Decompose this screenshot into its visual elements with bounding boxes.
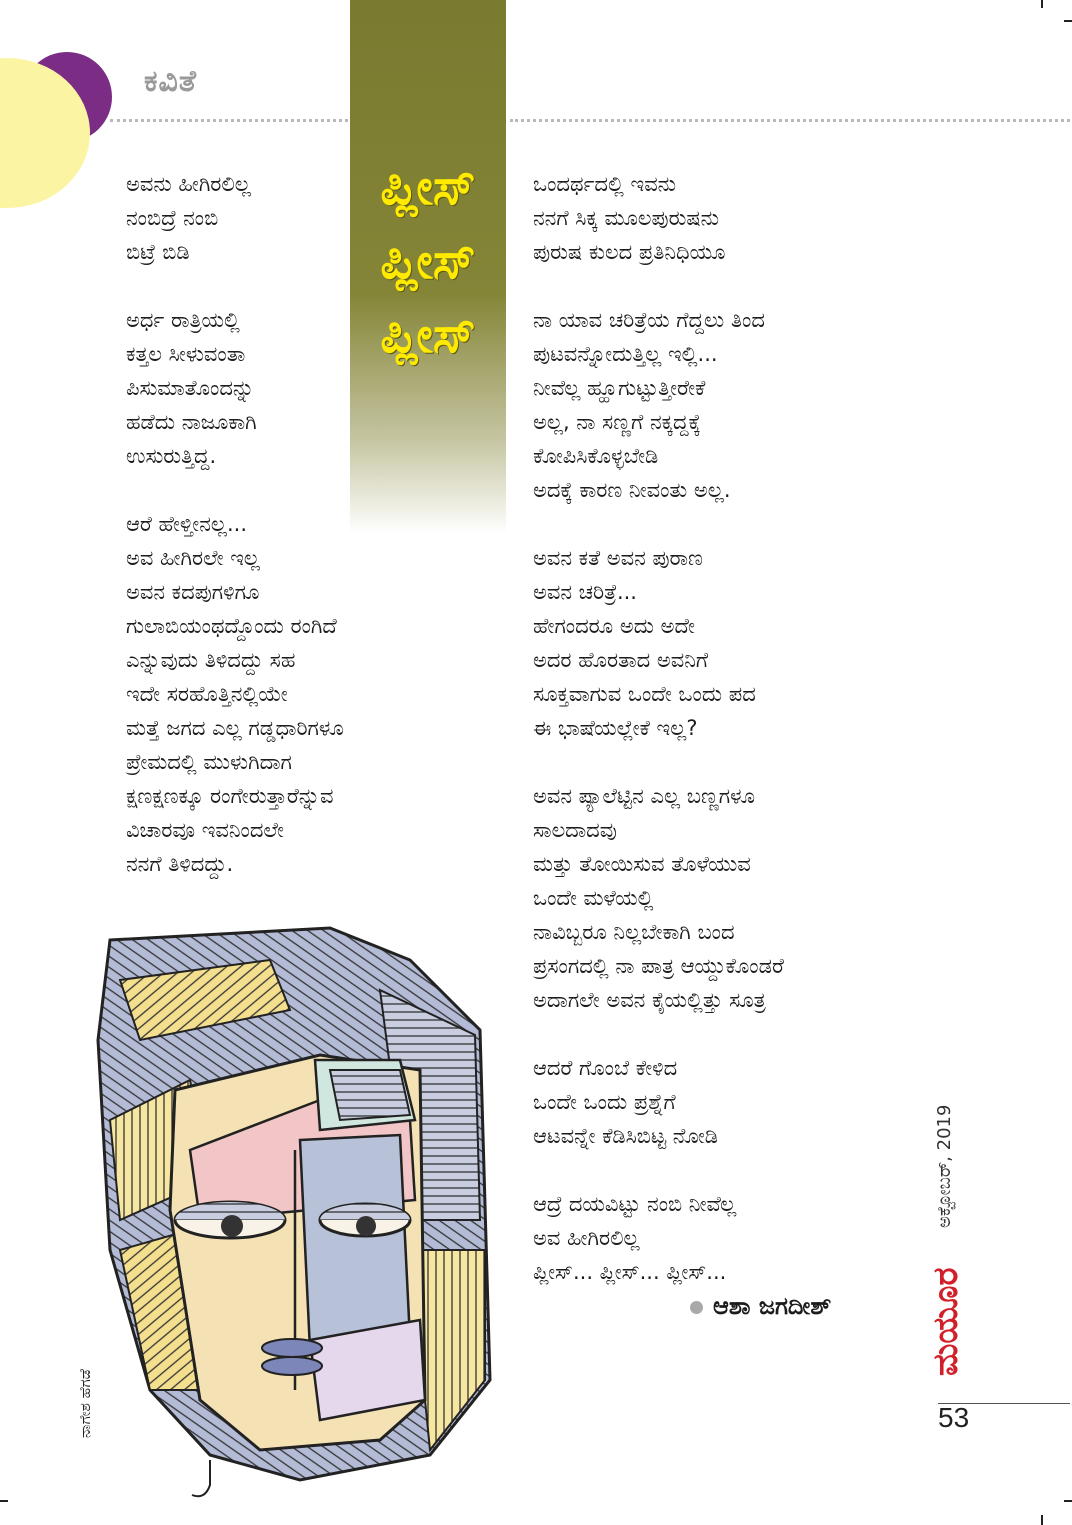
poem-stanza xyxy=(533,541,756,745)
poem-line: ಮತ್ತು ತೋಯಿಸುವ ತೊಳೆಯುವ xyxy=(533,852,751,876)
author-name: ಆಶಾ ಜಗದೀಶ್ xyxy=(713,1292,832,1320)
poem-title-line: ಪ್ಲೀಸ್ xyxy=(380,232,476,290)
poem-line: ನಾ ಯಾವ ಚರಿತ್ರೆಯ ಗೆದ್ದಲು ತಿಂದ xyxy=(533,308,765,332)
bullet-icon xyxy=(690,1301,703,1314)
poem-line: ನಂಬಿದ್ರೆ ನಂಬಿ xyxy=(126,206,219,230)
poem-line: ನನಗೆ ಸಿಕ್ಕ ಮೂಲಪುರುಷನು xyxy=(533,206,719,230)
poem-line: ಅವನ ಕತೆ ಅವನ ಪುರಾಣ xyxy=(533,546,703,570)
poem-line: ಪಿಸುಮಾತೊಂದನ್ನು xyxy=(126,376,255,400)
poem-line: ವಿಚಾರವೂ ಇವನಿಂದಲೇ xyxy=(126,818,284,842)
poem-line: ಈ ಭಾಷೆಯಲ್ಲೇಕೆ ಇಲ್ಲ? xyxy=(533,716,698,740)
poem-line: ಎನ್ನುವುದು ತಿಳಿದದ್ದು ಸಹ xyxy=(126,648,296,672)
poem-line: ನನಗೆ ತಿಳಿದದ್ದು. xyxy=(126,852,234,876)
poem-line: ಉಸುರುತ್ತಿದ್ದ. xyxy=(126,444,217,468)
poem-line: ಇದೇ ಸರಹೊತ್ತಿನಲ್ಲಿಯೇ xyxy=(126,682,288,706)
poem-line: ಹಡೆದು ನಾಜೂಕಾಗಿ xyxy=(126,410,257,434)
poem-line: ಪ್ರೇಮದಲ್ಲಿ ಮುಳುಗಿದಾಗ xyxy=(126,750,292,774)
author-byline xyxy=(690,1292,831,1320)
poem-line: ನಾವಿಬ್ಬರೂ ನಿಲ್ಲಬೇಕಾಗಿ ಬಂದ xyxy=(533,920,735,944)
poem-stanza xyxy=(533,303,765,507)
crop-mark xyxy=(0,1500,8,1502)
face-illustration xyxy=(80,920,500,1510)
poem-line: ಆಟವನ್ನೇ ಕೆಡಿಸಿಬಿಟ್ಟ ನೋಡಿ xyxy=(533,1124,719,1148)
poem-line: ಆರೆ ಹೇಳ್ತೀನಲ್ಲ... xyxy=(126,512,248,536)
poem-line: ಅವ ಹೀಗಿರಲೇ ಇಲ್ಲ xyxy=(126,546,260,570)
poem-line: ಹೇಗಂದರೂ ಅದು ಅದೇ xyxy=(533,614,695,638)
dotted-rule-left xyxy=(110,119,348,122)
issue-date: ಅಕ್ಟೋಬರ್, 2019 xyxy=(934,1104,955,1228)
poem-line: ಕತ್ತಲ ಸೀಳುವಂತಾ xyxy=(126,342,246,366)
poem-line: ಅವ ಹೀಗಿರಲಿಲ್ಲ xyxy=(533,1226,640,1250)
page-number: 53 xyxy=(938,1402,970,1433)
poem-line: ಒಂದರ್ಥದಲ್ಲಿ ಇವನು xyxy=(533,172,677,196)
poem-line: ಆದ್ರೆ ದಯವಿಟ್ಟು ನಂಬಿ ನೀವೆಲ್ಲ xyxy=(533,1192,737,1216)
poem-stanza xyxy=(126,507,344,881)
poem-line: ಸೂಕ್ತವಾಗುವ ಒಂದೇ ಒಂದು ಪದ xyxy=(533,682,756,706)
artist-credit: ನಾಗೇಶ ಹೆಗಡೆ xyxy=(76,1369,94,1438)
poem-line: ಕ್ಷಣಕ್ಷಣಕ್ಕೂ ರಂಗೇರುತ್ತಾರೆನ್ನುವ xyxy=(126,784,334,808)
poem-stanza xyxy=(533,167,725,269)
poem-title-line: ಪ್ಲೀಸ್ xyxy=(380,306,476,364)
poem-line: ಅವನ ಪ್ಯಾಲೆಟ್ಟಿನ ಎಲ್ಲ ಬಣ್ಣಗಳೂ xyxy=(533,784,755,808)
section-label: ಕವಿತೆ xyxy=(144,64,197,99)
crop-mark xyxy=(1041,1515,1043,1525)
poem-line: ಆದರೆ ಗೊಂಬೆ ಕೇಳಿದ xyxy=(533,1056,678,1080)
poem-line: ಪುರುಷ ಕುಲದ ಪ್ರತಿನಿಧಿಯೂ xyxy=(533,240,726,264)
poem-stanza xyxy=(126,167,251,269)
poem-title-line: ಪ್ಲೀಸ್ xyxy=(380,158,476,216)
poem-line: ಪ್ಲೀಸ್... ಪ್ಲೀಸ್... ಪ್ಲೀಸ್... xyxy=(533,1260,727,1284)
poem-line: ಬಿಟ್ರೆ ಬಿಡಿ xyxy=(126,240,190,264)
poem-line: ಅದರ ಹೊರತಾದ ಅವನಿಗೆ xyxy=(533,648,709,672)
poem-stanza xyxy=(533,779,784,1017)
poem-line: ಅಲ್ಲ, ನಾ ಸಣ್ಣಗೆ ನಕ್ಕದ್ದಕ್ಕೆ xyxy=(533,410,701,434)
poem-stanza xyxy=(126,303,257,473)
crop-mark xyxy=(1064,1500,1072,1502)
poem-line: ಮತ್ತೆ ಜಗದ ಎಲ್ಲ ಗಡ್ಡಧಾರಿಗಳೂ xyxy=(126,716,344,740)
poem-line: ಪುಟವನ್ನೋದುತ್ತಿಲ್ಲ ಇಲ್ಲಿ... xyxy=(533,342,718,366)
magazine-logo: ಮಯೂರ xyxy=(926,1267,966,1376)
poem-line: ಅದಕ್ಕೆ ಕಾರಣ ನೀವಂತು ಅಲ್ಲ. xyxy=(533,478,731,502)
poem-line: ಅವನು ಹೀಗಿರಲಿಲ್ಲ xyxy=(126,172,251,196)
poem-stanza xyxy=(533,1187,736,1289)
dotted-rule-right xyxy=(510,119,1070,122)
poem-line: ಅರ್ಧ ರಾತ್ರಿಯಲ್ಲಿ xyxy=(126,308,240,332)
poem-line: ಅದಾಗಲೇ ಅವನ ಕೈಯಲ್ಲಿತ್ತು ಸೂತ್ರ xyxy=(533,988,766,1012)
crop-mark xyxy=(1064,20,1072,22)
poem-line: ಕೋಪಿಸಿಕೊಳ್ಳಬೇಡಿ xyxy=(533,444,659,468)
poem-line: ಸಾಲದಾದವು xyxy=(533,818,617,842)
poem-line: ಗುಲಾಬಿಯಂಥದ್ದೊಂದು ರಂಗಿದೆ xyxy=(126,614,337,638)
poem-line: ಅವನ ಚರಿತ್ರೆ... xyxy=(533,580,637,604)
poem-line: ಅವನ ಕದಪುಗಳಿಗೂ xyxy=(126,580,260,604)
poem-line: ಒಂದೇ ಮಳೆಯಲ್ಲಿ xyxy=(533,886,654,910)
poem-line: ಒಂದೇ ಒಂದು ಪ್ರಶ್ನೆಗೆ xyxy=(533,1090,676,1114)
crop-mark xyxy=(1041,0,1043,8)
poem-stanza xyxy=(533,1051,718,1153)
poem-line: ನೀವೆಲ್ಲ ಹ್ಹೂಗುಟ್ಟುತ್ತೀರೇಕೆ xyxy=(533,376,706,400)
poem-line: ಪ್ರಸಂಗದಲ್ಲಿ ನಾ ಪಾತ್ರ ಆಯ್ದುಕೊಂಡರೆ xyxy=(533,954,784,978)
